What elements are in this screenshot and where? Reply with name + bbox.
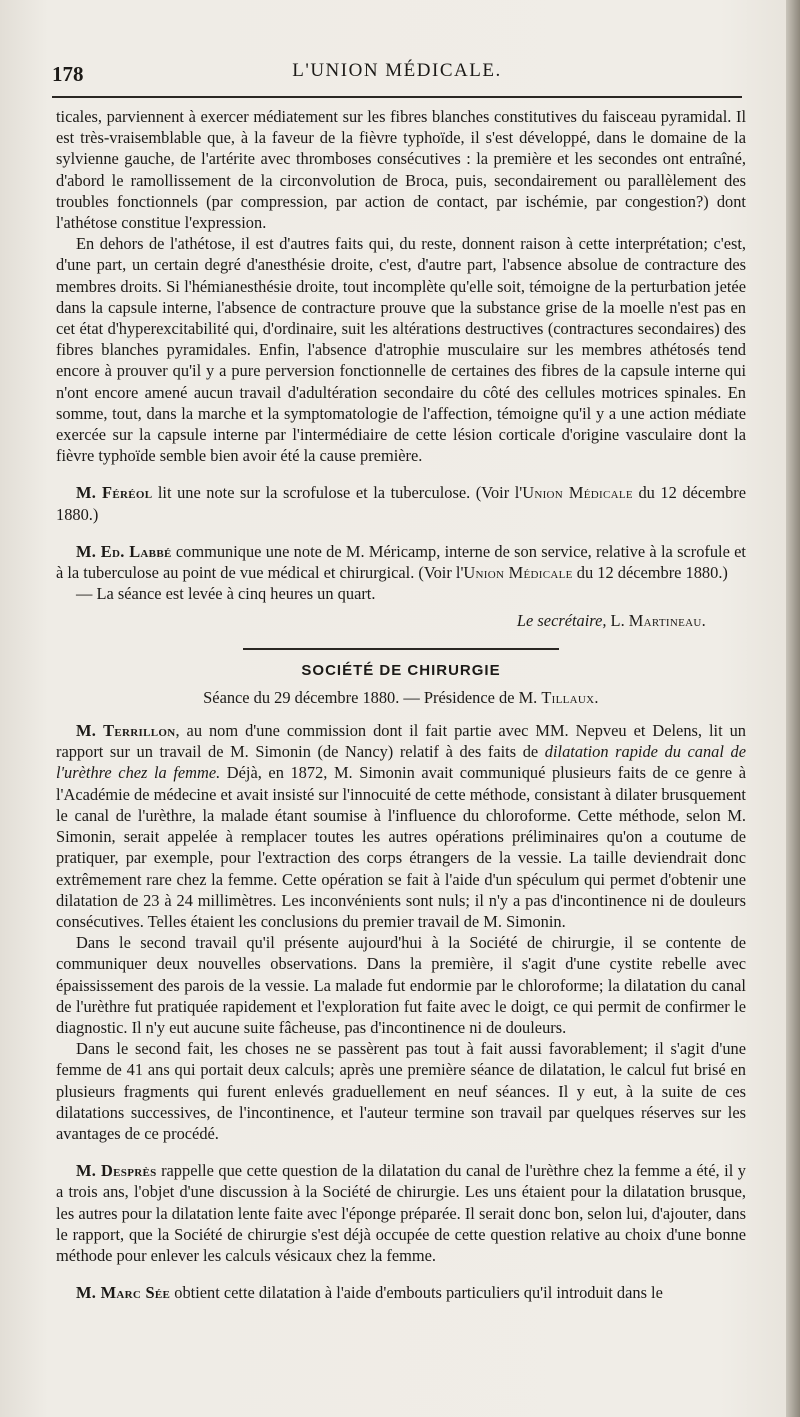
paragraph-text: du 12 décembre 1880.) bbox=[572, 563, 728, 583]
speaker-name: M. Ed. Labbé bbox=[76, 541, 172, 561]
paragraph-text: du 12 décembre 1880.) bbox=[56, 483, 747, 524]
paragraph-closing: — La séance est levée à cinq heures un quart. bbox=[76, 584, 376, 604]
header-rule bbox=[52, 96, 742, 98]
signature-name: Martineau. bbox=[628, 611, 706, 631]
paragraph-terrillon bbox=[56, 720, 746, 932]
paragraph-ferreol bbox=[56, 482, 746, 524]
paragraph-text: lit une note sur la scrofulose et la tuberculose. (Voir l' bbox=[152, 483, 523, 503]
paragraph-text: rappelle que cette question de la dilatation du canal de l'urèthre chez la femme a été, il y a trois ans, l'objet d'une discussion à la Société de chirurgie. Les uns étaient pour la dilatation brusque, les autres pour la dilatation lente faite avec l'éponge préparée. Il serait donc bon, selon lui, d'ajouter, dans le rapport, que la Société de chirurgie s'est déjà occupée de cette question relative au choix d'une bonne méthode pour enlever les calculs vésicaux chez la femme. bbox=[56, 1161, 746, 1265]
signature-initial: L. bbox=[606, 611, 629, 631]
session-line bbox=[56, 687, 746, 708]
paragraph-text: Déjà, en 1872, M. Simonin avait communiqué plusieurs faits de ce genre à l'Académie de médecine et avait insisté sur l'innocuité de cette méthode, consistant à dilater brusquement le canal de l'urèthre, la malade étant soumise à l'influence du chloroforme. Cette méthode, selon M. Simonin, serait appelée à remplacer toutes les autres opérations préliminaires qu'on a coutume de pratiquer, par exemple, pour l'extraction des corps étrangers de la vessie. La taille deviendrait donc extrêmement rare chez la femme. Cette opération se fait à l'aide d'un spéculum qui permet d'obtenir une dilatation de 23 à 24 millimètres. Les inconvénients sont nuls; il n'y a pas d'incontinence ni de douleurs consécutives. Telles étaient les conclusions du premier travail de M. Simonin. bbox=[56, 763, 746, 931]
section-title: SOCIÉTÉ DE CHIRURGIE bbox=[301, 661, 501, 679]
page-header bbox=[52, 58, 742, 88]
paragraph-second-travail: Dans le second travail qu'il présente aujourd'hui à la Société de chirurgie, il se contente de communiquer deux nouvelles observations. Dans la première, il s'agit d'une cystite rebelle avec épaississement des parois de la vessie. La malade fut endormie par le chloroforme; la dilatation du canal de l'urèthre fut pratiquée rapidement et l'exploration fut faite avec le doigt, ce qui permit de confirmer le diagnostic. Il n'y eut aucune suite fâcheuse, pas d'incontinence ni de douleurs. bbox=[56, 933, 746, 1037]
speaker-name: M. Marc Sée bbox=[76, 1283, 171, 1303]
book-binding-edge bbox=[786, 0, 800, 1417]
article-body bbox=[56, 106, 746, 1303]
paragraph-marc-see bbox=[56, 1282, 746, 1303]
paragraph-continuation: ticales, parviennent à exercer médiatement sur les fibres blanches constitutives du faisceau pyramidal. Il est très-vraisemblable que, à la faveur de la fièvre typhoïde, il s'est développé, dans le domaine de la sylvienne gauche, de l'artérite avec thromboses consécutives : la première et les secondes ont entraîné, d'abord le ramollissement de la circonvolution de Broca, puis, secondairement ou parallèlement des troubles fonctionnels (par compression, par action de contact, par ischémie, par congestion?) dont l'athétose constitue l'expression. bbox=[56, 107, 746, 233]
speaker-name: M. Féréol bbox=[76, 483, 153, 503]
signature-role: Le secrétaire, bbox=[516, 611, 607, 631]
paragraph-text: obtient cette dilatation à l'aide d'embouts particuliers qu'il introduit dans le bbox=[170, 1283, 663, 1303]
paragraph-athetose: En dehors de l'athétose, il est d'autres faits qui, du reste, donnent raison à cette interprétation; c'est, d'une part, un certain degré d'anesthésie droite, c'est, d'autre part, l'absence absolue de contracture des membres droits. Si l'hémianesthésie droite, tout incomplète qu'elle soit, témoigne de la perturbation jetée dans la capsule interne, l'absence de contracture prouve que la substance grise de la moelle n'est pas en cet état d'hyperexcitabilité qui, d'ordinaire, suit les altérations destructives (contractures secondaires) des fibres blanches pyramidales. Enfin, l'absence d'atrophie musculaire sur les membres athétosés tend encore à prouver qu'il y a pure perversion fonctionnelle de certaines des fibres de la capsule interne qui n'ont encore amené aucun travail d'adultération secondaire du côté des cellules motrices spinales. En somme, tout, dans la marche et la symptomatologie de l'affection, témoigne qu'il y a une action médiate exercée sur la capsule interne par l'intermédiaire de cette lésion corticale d'origine vasculaire dont la fièvre typhoïde semble bien avoir été la cause première. bbox=[56, 234, 746, 466]
italic-phrase: dilatation rapide du canal de l'urèthre chez la femme. bbox=[56, 742, 746, 783]
session-text: Séance du 29 décembre 1880. — Présidence de M. bbox=[203, 687, 542, 707]
speaker-name: M. Desprès bbox=[76, 1161, 157, 1181]
paragraph-despres bbox=[56, 1160, 746, 1266]
journal-name: Union Médicale bbox=[463, 563, 573, 583]
paragraph-labbe bbox=[56, 541, 746, 583]
session-president: Tillaux. bbox=[541, 687, 599, 707]
paragraph-second-fait: Dans le second fait, les choses ne se passèrent pas tout à fait aussi favorablement; il s'agit d'une femme de 41 ans qui portait deux calculs; après une première séance de dilatation, le calcul fut brisé en plusieurs fragments qui furent enlevés graduellement en neuf séances. Il y eut, à la suite de ces dilatations successives, de l'incontinence, et l'auteur termine son travail par quelques réserves sur les avantages de ce procédé. bbox=[56, 1039, 746, 1143]
running-title: L'UNION MÉDICALE. bbox=[292, 60, 502, 81]
journal-name: Union Médicale bbox=[522, 483, 633, 503]
signature bbox=[56, 610, 746, 631]
speaker-name: M. Terrillon bbox=[76, 721, 176, 741]
paragraph-text: communique une note de M. Méricamp, interne de son service, relative à la scrofule et à la tuberculose au point de vue médical et chirurgical. (Voir l' bbox=[56, 541, 746, 583]
page-number: 178 bbox=[52, 62, 84, 86]
section-rule bbox=[243, 648, 559, 650]
paragraph-text: , au nom d'une commission dont il fait partie avec MM. Nepveu et Delens, lit un rapport sur un travail de M. Simonin (de Nancy) relatif à des faits de bbox=[56, 721, 746, 762]
